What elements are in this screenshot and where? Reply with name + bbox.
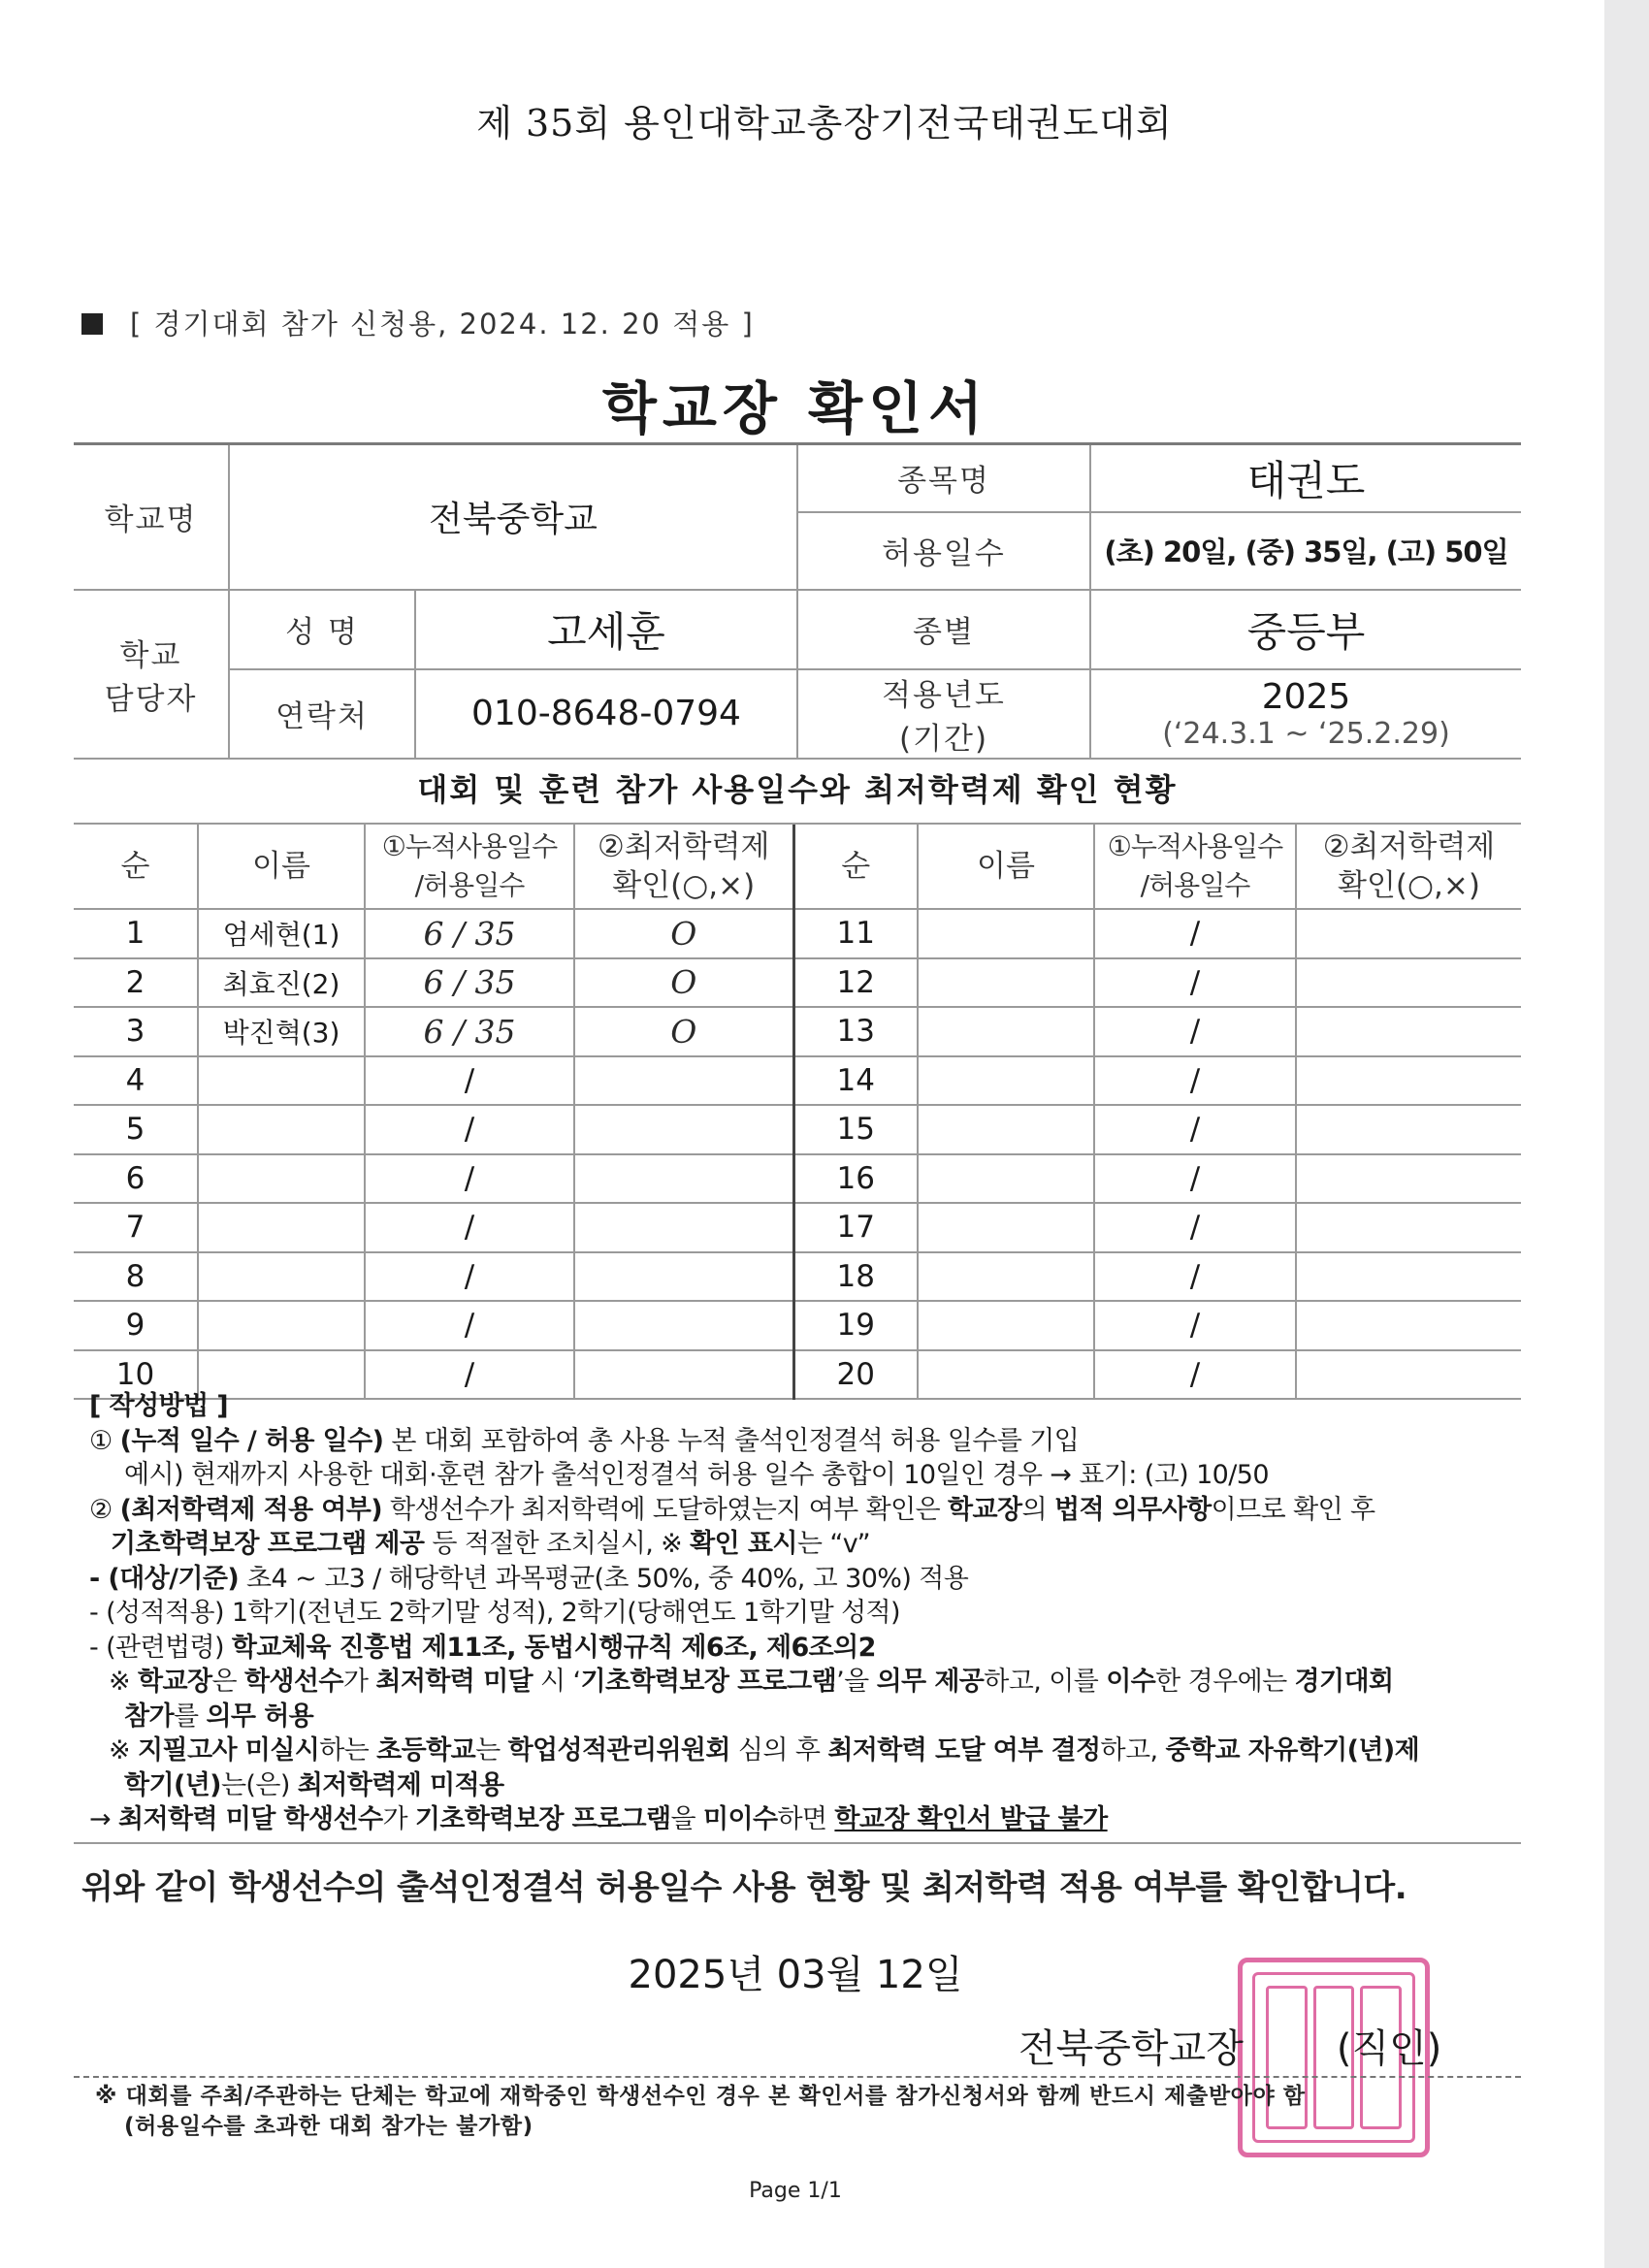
min-standard-check	[574, 1105, 793, 1154]
instruction-line: 참가를 의무 허용	[124, 1701, 314, 1732]
row-number: 9	[74, 1301, 198, 1350]
sport-label: 종목명	[797, 444, 1090, 512]
division-label: 종별	[797, 590, 1090, 669]
row-number: 4	[74, 1056, 198, 1106]
min-standard-check: O	[574, 958, 793, 1008]
instruction-line: - (대상/기준) 초4 ~ 고3 / 해당학년 과목평균(초 50%, 중 40%, 고 30%) 적용	[89, 1563, 969, 1594]
footnote: ※ 대회를 주최/주관하는 단체는 학교에 재학중인 학생선수인 경우 본 확인서를 참가신청서와 함께 반드시 제출받아야 함 (허용일수를 초과한 대회 참가는 불가함)	[95, 2084, 1306, 2139]
row-number: 16	[793, 1154, 918, 1204]
instruction-line: - (성적적용) 1학기(전년도 2학기말 성적), 2학기(당해연도 1학기말 성적)	[89, 1598, 900, 1628]
min-standard-check	[1296, 1105, 1521, 1154]
school-name: 전북중학교	[229, 444, 797, 590]
athlete-name	[918, 958, 1094, 1008]
days-used: /	[365, 1252, 574, 1302]
year-label: 적용년도 (기간)	[797, 669, 1090, 759]
document-title: 학교장 확인서	[601, 375, 989, 441]
athlete-name	[198, 1154, 365, 1204]
min-standard-check	[574, 1252, 793, 1302]
instructions	[89, 1389, 1535, 1837]
instruction-line: 학기(년)는(은) 최저학력제 미적용	[124, 1769, 504, 1800]
min-standard-check	[1296, 1007, 1521, 1056]
seal-label: (직인)	[1336, 2026, 1442, 2071]
days-used: /	[1094, 909, 1296, 958]
athlete-name	[918, 1252, 1094, 1302]
phone-value: 010-8648-0794	[415, 669, 797, 759]
athlete-name: 최효진(2)	[198, 958, 365, 1008]
table-row	[74, 958, 1521, 1008]
table-row	[74, 1203, 1521, 1252]
roster-body	[74, 909, 1521, 1399]
min-standard-check	[1296, 1203, 1521, 1252]
table-row	[74, 1301, 1521, 1350]
school-info-table	[74, 442, 1521, 760]
issue-date: 2025년 03월 12일	[628, 1953, 963, 1997]
row-number: 18	[793, 1252, 918, 1302]
table-row	[74, 1105, 1521, 1154]
days-used: 6 / 35	[365, 909, 574, 958]
instruction-line: 예시) 현재까지 사용한 대회·훈련 참가 출석인정결석 허용 일수 총합이 10일인 경우 → 표기: (고) 10/50	[124, 1460, 1269, 1490]
allowed-days-value: (초) 20일, (중) 35일, (고) 50일	[1090, 512, 1521, 590]
row-number: 10	[74, 1350, 198, 1400]
row-number: 3	[74, 1007, 198, 1056]
athlete-name	[918, 1154, 1094, 1204]
table-row	[74, 1007, 1521, 1056]
min-standard-check	[574, 1056, 793, 1106]
row-number: 6	[74, 1154, 198, 1204]
confirmation-statement: 위와 같이 학생선수의 출석인정결석 허용일수 사용 현황 및 최저학력 적용 여부를 확인합니다.	[81, 1868, 1407, 1907]
min-standard-check	[1296, 1301, 1521, 1350]
min-standard-check	[1296, 1056, 1521, 1106]
days-used: 6 / 35	[365, 958, 574, 1008]
instruction-line: → 최저학력 미달 학생선수가 기초학력보장 프로그램을 미이수하면 학교장 확인서 발급 불가	[89, 1804, 1108, 1834]
athlete-name	[198, 1301, 365, 1350]
year-value: 2025	[1261, 676, 1351, 717]
year-period: (‘24.3.1 ~ ‘25.2.29)	[1162, 716, 1450, 751]
usage-note	[81, 303, 755, 342]
row-number: 2	[74, 958, 198, 1008]
page-number: Page 1/1	[749, 2179, 842, 2203]
signer-name: 전북중학교장	[1018, 2026, 1244, 2071]
instruction-line: ① (누적 일수 / 허용 일수) 본 대회 포함하여 총 사용 누적 출석인정결석 허용 일수를 기입	[89, 1425, 1080, 1456]
phone-label: 연락처	[229, 669, 415, 759]
row-number: 5	[74, 1105, 198, 1154]
school-label: 학교명	[74, 444, 229, 590]
athlete-name	[918, 909, 1094, 958]
athlete-name	[918, 1105, 1094, 1154]
athlete-name	[918, 1203, 1094, 1252]
min-standard-check	[574, 1154, 793, 1204]
instruction-line: 기초학력보장 프로그램 제공 등 적절한 조치실시, ※ 확인 표시는 “v”	[111, 1529, 871, 1559]
days-used: /	[365, 1350, 574, 1400]
signature-line	[1018, 2018, 1441, 2073]
table-row	[74, 1154, 1521, 1204]
competition-title: 제 35회 용인대학교총장기전국태권도대회	[476, 102, 1173, 145]
row-number: 13	[793, 1007, 918, 1056]
athlete-name	[918, 1056, 1094, 1106]
days-used: /	[365, 1301, 574, 1350]
days-used: /	[365, 1154, 574, 1204]
col-name: 이름	[918, 825, 1094, 909]
instruction-line: - (관련법령) 학교체육 진흥법 제11조, 동법시행규칙 제6조, 제6조의2	[89, 1632, 876, 1663]
days-used: /	[1094, 1056, 1296, 1106]
days-used: /	[365, 1056, 574, 1106]
days-used: /	[1094, 1203, 1296, 1252]
row-number: 20	[793, 1350, 918, 1400]
col-min-standard: ②최저학력제 확인(○,×)	[1296, 825, 1521, 909]
instruction-line: ※ 학교장은 학생선수가 최저학력 미달 시 ‘기초학력보장 프로그램’을 의무 제공하고, 이를 이수한 경우에는 경기대회	[109, 1667, 1394, 1697]
sport-value: 태권도	[1090, 444, 1521, 512]
days-used: /	[1094, 1105, 1296, 1154]
days-used: /	[1094, 1252, 1296, 1302]
row-number: 15	[793, 1105, 918, 1154]
divider	[74, 2076, 1521, 2078]
contact-name: 고세훈	[415, 590, 797, 669]
athlete-name	[198, 1056, 365, 1106]
col-min-standard: ②최저학력제 확인(○,×)	[574, 825, 793, 909]
athlete-name	[198, 1105, 365, 1154]
instruction-line: ※ 지필고사 미실시하는 초등학교는 학업성적관리위원회 심의 후 최저학력 도달 여부 결정하고, 중학교 자유학기(년)제	[109, 1735, 1420, 1766]
athlete-name	[918, 1007, 1094, 1056]
row-number: 11	[793, 909, 918, 958]
divider	[74, 1842, 1521, 1844]
instructions-heading: [ 작성방법 ]	[89, 1391, 229, 1421]
row-number: 8	[74, 1252, 198, 1302]
scan-edge	[1604, 0, 1649, 2268]
col-name: 이름	[198, 825, 365, 909]
days-used: /	[365, 1105, 574, 1154]
min-standard-check	[574, 1301, 793, 1350]
days-used: /	[365, 1203, 574, 1252]
row-number: 12	[793, 958, 918, 1008]
row-number: 7	[74, 1203, 198, 1252]
table-row	[74, 1056, 1521, 1106]
days-used: 6 / 35	[365, 1007, 574, 1056]
min-standard-check: O	[574, 909, 793, 958]
athlete-name: 엄세현(1)	[198, 909, 365, 958]
col-days: ①누적사용일수 /허용일수	[1094, 825, 1296, 909]
athlete-name	[918, 1301, 1094, 1350]
table-row	[74, 1252, 1521, 1302]
division-value: 중등부	[1090, 590, 1521, 669]
days-used: /	[1094, 1301, 1296, 1350]
athlete-name	[198, 1252, 365, 1302]
row-number: 17	[793, 1203, 918, 1252]
min-standard-check	[1296, 1252, 1521, 1302]
athlete-name: 박진혁(3)	[198, 1007, 365, 1056]
row-number: 14	[793, 1056, 918, 1106]
days-used: /	[1094, 1350, 1296, 1400]
days-used: /	[1094, 958, 1296, 1008]
row-number: 19	[793, 1301, 918, 1350]
square-bullet-icon	[81, 313, 103, 335]
days-used: /	[1094, 1154, 1296, 1204]
min-standard-check	[1296, 958, 1521, 1008]
contact-group-label: 학교 담당자	[74, 590, 229, 759]
col-no: 순	[793, 825, 918, 909]
col-days: ①누적사용일수 /허용일수	[365, 825, 574, 909]
usage-note-text: [ 경기대회 참가 신청용, 2024. 12. 20 적용 ]	[130, 308, 755, 340]
roster-section-title: 대회 및 훈련 참가 사용일수와 최저학력제 확인 현황	[74, 757, 1521, 825]
days-used: /	[1094, 1007, 1296, 1056]
row-number: 1	[74, 909, 198, 958]
athlete-roster-table	[74, 825, 1521, 1400]
col-no: 순	[74, 825, 198, 909]
min-standard-check	[574, 1203, 793, 1252]
year-cell	[1090, 669, 1521, 759]
name-label: 성 명	[229, 590, 415, 669]
instruction-line: ② (최저학력제 적용 여부) 학생선수가 최저학력에 도달하였는지 여부 확인은 학교장의 법적 의무사항이므로 확인 후	[89, 1494, 1375, 1525]
min-standard-check	[1296, 909, 1521, 958]
athlete-name	[198, 1203, 365, 1252]
min-standard-check	[1296, 1154, 1521, 1204]
min-standard-check: O	[574, 1007, 793, 1056]
allowed-days-label: 허용일수	[797, 512, 1090, 590]
table-row	[74, 909, 1521, 958]
